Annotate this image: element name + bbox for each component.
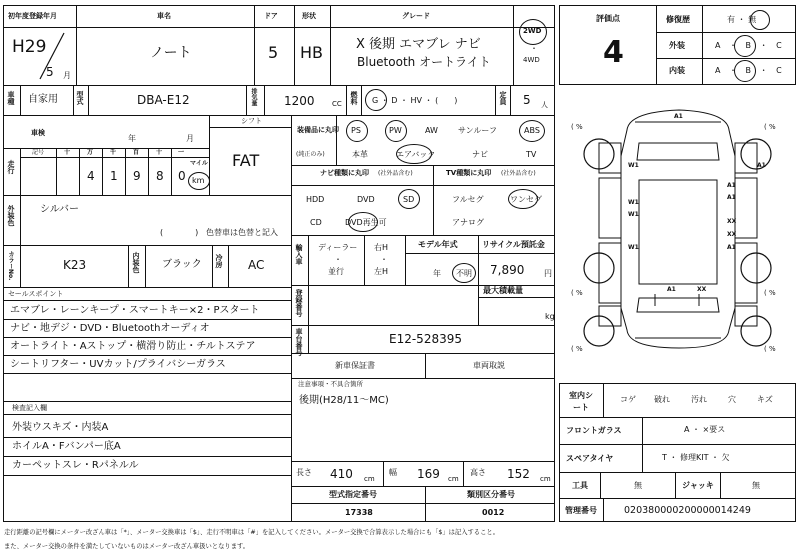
model-value: DBA-E12 bbox=[137, 93, 190, 107]
navi-hdd: HDD bbox=[306, 195, 325, 204]
inspector-line-1: 外装ウスキズ・内装A bbox=[12, 422, 109, 433]
diag-mark-13: XX bbox=[697, 286, 707, 293]
color-note: 色替車は色替と記入 bbox=[206, 228, 278, 237]
seat-scratch: キズ bbox=[757, 395, 773, 404]
shape-value: HB bbox=[300, 43, 324, 62]
seat-tear: 破れ bbox=[654, 395, 670, 404]
height-label: 高さ bbox=[470, 468, 486, 477]
equip-sunroof: サンルーフ bbox=[458, 126, 497, 135]
navi-dvd-play: DVD再生可 bbox=[345, 218, 387, 227]
diag-mark-3: A1 bbox=[757, 162, 766, 169]
import-label: 輸入車 bbox=[295, 244, 303, 265]
tools-value: 無 bbox=[634, 481, 642, 490]
mileage-unit-km: km bbox=[192, 176, 205, 185]
import-dot: ・ bbox=[334, 255, 342, 264]
spare-tire-value: T ・ 修理KIT ・ 欠 bbox=[662, 453, 730, 462]
designation-label: 型式指定番号 bbox=[329, 490, 377, 499]
diag-mark-10: XX bbox=[727, 231, 737, 238]
mileage-digit-3: 9 bbox=[133, 169, 141, 183]
displacement-label: 排気量 bbox=[250, 88, 257, 106]
shift-value: FAT bbox=[232, 151, 260, 170]
displacement-value: 1200 bbox=[284, 94, 315, 108]
front-glass-label: フロントガラス bbox=[566, 426, 622, 435]
import-parallel: 並行 bbox=[328, 267, 344, 276]
navi-dvd: DVD bbox=[357, 195, 375, 204]
equip-navi: ナビ bbox=[472, 150, 488, 159]
month-unit: 月 bbox=[63, 71, 71, 80]
width-value: 169 bbox=[417, 467, 440, 481]
category-label: 車種 bbox=[7, 91, 15, 105]
inspector-line-2: ホイルA・Fバンパー底A bbox=[12, 441, 121, 452]
digit-label-0: 十 bbox=[64, 149, 71, 156]
tv-fullseg: フルセグ bbox=[452, 195, 484, 204]
capacity-label: 定員 bbox=[499, 91, 507, 105]
category-number-value: 0012 bbox=[482, 508, 505, 517]
fuel-value: G ・ D ・ HV ・ ( ) bbox=[372, 96, 458, 105]
diag-mark-2: W1 bbox=[628, 162, 639, 169]
capacity-unit: 人 bbox=[541, 101, 548, 109]
repair-label: 修復歴 bbox=[666, 15, 690, 24]
category-value: 自家用 bbox=[28, 94, 58, 105]
footer-line-1: 走行距離の記号欄にメーター改ざん車は「*」、メーター交換車は「$」、走行不明車は「#」を記入してください。メーター交換で合算表示した場合にも「$」は記入すること。 bbox=[4, 529, 499, 536]
shaken-label: 車検 bbox=[31, 129, 45, 137]
designation-value: 17338 bbox=[345, 508, 373, 517]
diag-mark-8: W1 bbox=[628, 244, 639, 251]
height-unit: cm bbox=[540, 475, 551, 483]
color-value: シルバー bbox=[40, 204, 80, 215]
interior-color-value: ブラック bbox=[162, 259, 202, 270]
inspector-line-3: カーペットスレ・Rパネルル bbox=[12, 460, 139, 471]
interior-color-label: 内装色 bbox=[132, 252, 140, 273]
shaken-year-unit: 年 bbox=[128, 134, 136, 143]
management-value: 020380000200000014249 bbox=[624, 505, 751, 516]
grade-label: グレード bbox=[402, 12, 430, 20]
mileage-label: 走行 bbox=[7, 160, 15, 174]
spare-tire-label: スペアタイヤ bbox=[566, 454, 614, 463]
color-no-value: K23 bbox=[63, 258, 87, 272]
equipment-label: 装備品に丸印 bbox=[297, 126, 339, 134]
equip-pw: PW bbox=[389, 126, 402, 135]
mileage-digit-4: 8 bbox=[156, 169, 164, 183]
jack-label: ジャッキ bbox=[682, 481, 714, 490]
navi-note: (社外品含む) bbox=[378, 170, 413, 177]
grade-line2: Bluetooth オートライト bbox=[357, 55, 491, 69]
sales-points-label: セールスポイント bbox=[8, 290, 64, 298]
tire-mark-1: ( % bbox=[571, 123, 583, 131]
tire-mark-5: ( % bbox=[571, 345, 583, 353]
sales-point-line-1: エマブレ・レーンキープ・スマートキー×2・Pスタート bbox=[10, 305, 260, 316]
width-unit: cm bbox=[448, 475, 459, 483]
navi-cd: CD bbox=[310, 218, 322, 227]
digit-label-1: 万 bbox=[87, 149, 94, 156]
tire-mark-2: ( % bbox=[764, 123, 776, 131]
manual-label: 車両取説 bbox=[473, 361, 505, 370]
import-right-h: 右H bbox=[374, 243, 389, 252]
mileage-digit-1: 4 bbox=[87, 169, 95, 183]
fuel-label: 燃料 bbox=[350, 91, 358, 105]
length-label: 長さ bbox=[296, 468, 312, 477]
sales-point-line-3: オートライト・Aストップ・横滑り防止・チルトステア bbox=[10, 341, 256, 352]
registration-label: 登録番号 bbox=[295, 289, 303, 317]
tools-label: 工具 bbox=[572, 481, 588, 490]
model-year-unknown: 不明 bbox=[456, 269, 472, 278]
warranty-label: 新車保証書 bbox=[335, 361, 375, 370]
height-value: 152 bbox=[507, 467, 530, 481]
shift-label: シフト bbox=[241, 117, 262, 125]
front-glass-value: A ・ ×要ス bbox=[684, 425, 726, 434]
model-label: 型式 bbox=[76, 91, 84, 105]
drive-4wd: 4WD bbox=[523, 56, 540, 64]
score-label: 評価点 bbox=[596, 14, 620, 23]
digit-label-4: 十 bbox=[156, 149, 163, 156]
diag-mark-1: A1 bbox=[674, 113, 683, 120]
notes-value: 後期(H28/11〜MC) bbox=[299, 395, 389, 406]
color-label: 外装色 bbox=[7, 205, 15, 226]
recycle-unit: 円 bbox=[544, 269, 552, 278]
sales-point-line-2: ナビ・地デジ・DVD・Bluetoothオーディオ bbox=[10, 323, 210, 334]
equip-aw: AW bbox=[425, 126, 438, 135]
diag-mark-11: W1 bbox=[628, 211, 639, 218]
color-no-label: カラーNo. bbox=[7, 251, 14, 281]
diag-mark-7: XX bbox=[727, 218, 737, 225]
drive-2wd: 2WD bbox=[523, 27, 542, 35]
management-label: 管理番号 bbox=[565, 506, 597, 515]
import-dealer: ディーラー bbox=[318, 243, 358, 252]
length-value: 410 bbox=[330, 467, 353, 481]
color-paren: ( ) bbox=[160, 228, 199, 237]
shaken-month-unit: 月 bbox=[186, 134, 194, 143]
digit-label-5: 一 bbox=[178, 149, 185, 156]
exterior-value: A ・ B ・ C bbox=[715, 41, 785, 50]
seat-dirt: 汚れ bbox=[691, 395, 707, 404]
diag-mark-9: A1 bbox=[727, 244, 736, 251]
mileage-unit-mile: マイル bbox=[190, 160, 208, 167]
equip-ps: PS bbox=[351, 126, 361, 135]
tire-mark-4: ( % bbox=[764, 289, 776, 297]
seat-burn: コゲ bbox=[620, 395, 636, 404]
tv-note: (社外品含む) bbox=[501, 170, 536, 177]
footer-line-2: また、メーター交換の条件を満たしていないものはメーター改ざん車扱いとなります。 bbox=[4, 543, 250, 550]
notes-label: 注意事項・不具合箇所 bbox=[298, 380, 363, 388]
max-load-unit: kg bbox=[545, 312, 555, 321]
navi-sd: SD bbox=[403, 195, 415, 204]
ac-value: AC bbox=[248, 258, 265, 272]
inspector-label: 検査記入欄 bbox=[12, 404, 47, 412]
diag-mark-6: A1 bbox=[727, 194, 736, 201]
category-number-label: 類別区分番号 bbox=[467, 490, 515, 499]
max-load-label: 最大積載量 bbox=[483, 286, 523, 295]
diag-mark-12: A1 bbox=[667, 286, 676, 293]
digit-label-3: 百 bbox=[133, 149, 140, 156]
exterior-label: 外装 bbox=[669, 41, 685, 50]
seat-label: 室内シート bbox=[569, 391, 593, 412]
year-value: H29 bbox=[12, 37, 47, 57]
interior-value: A ・ B ・ C bbox=[715, 66, 785, 75]
month-value: 5 bbox=[46, 65, 54, 79]
car-name-value: ノート bbox=[150, 45, 192, 61]
car-damage-diagram bbox=[559, 98, 796, 360]
tv-oneseg: ワンセグ bbox=[510, 195, 542, 204]
equip-leather: 本革 bbox=[352, 150, 368, 159]
digit-label-2: 千 bbox=[110, 149, 117, 156]
jack-value: 無 bbox=[752, 481, 760, 490]
diag-mark-5: W1 bbox=[628, 199, 639, 206]
chassis-label: 車台番号 bbox=[295, 328, 303, 356]
equipment-note: (純正のみ) bbox=[296, 151, 325, 158]
model-year-label: モデル年式 bbox=[418, 240, 458, 249]
year-label: 初年度登録年月 bbox=[8, 12, 57, 20]
door-value: 5 bbox=[268, 43, 279, 62]
equip-tv: TV bbox=[526, 150, 537, 159]
tire-mark-3: ( % bbox=[571, 289, 583, 297]
mileage-digit-5: 0 bbox=[178, 169, 186, 183]
shape-label: 形状 bbox=[302, 12, 316, 20]
grade-line1: X 後期 エマブレ ナビ bbox=[356, 37, 481, 52]
mileage-digit-2: 1 bbox=[110, 169, 118, 183]
recycle-label: リサイクル預託金 bbox=[482, 240, 545, 249]
interior-label: 内装 bbox=[669, 66, 685, 75]
tire-mark-6: ( % bbox=[764, 345, 776, 353]
door-label: ドア bbox=[264, 12, 278, 20]
drive-dot: ・ bbox=[530, 44, 538, 53]
recycle-value: 7,890 bbox=[490, 263, 525, 277]
displacement-unit: CC bbox=[332, 100, 342, 108]
model-year-unit: 年 bbox=[433, 269, 441, 278]
length-unit: cm bbox=[364, 475, 375, 483]
width-label: 幅 bbox=[389, 468, 397, 477]
equip-airbag: エアバック bbox=[396, 150, 436, 159]
import-dot-2: ・ bbox=[380, 255, 388, 264]
sales-point-line-4: シートリフター・UVカット/プライバシーガラス bbox=[10, 359, 226, 370]
tv-label: TV種類に丸印 bbox=[446, 169, 492, 177]
mileage-symbol-label: 記号 bbox=[32, 149, 45, 156]
diag-mark-4: A1 bbox=[727, 182, 736, 189]
repair-value: 有 ・ 無 bbox=[727, 15, 757, 24]
equip-abs: ABS bbox=[524, 126, 540, 135]
chassis-value: E12-528395 bbox=[389, 332, 462, 346]
seat-hole: 穴 bbox=[728, 395, 736, 404]
import-left-h: 左H bbox=[374, 267, 389, 276]
tv-analog: アナログ bbox=[452, 218, 484, 227]
capacity-value: 5 bbox=[523, 93, 531, 107]
navi-label: ナビ種類に丸印 bbox=[320, 169, 369, 177]
ac-label: 冷房 bbox=[215, 254, 223, 268]
score-value: 4 bbox=[603, 35, 624, 70]
car-name-label: 車名 bbox=[157, 12, 171, 20]
